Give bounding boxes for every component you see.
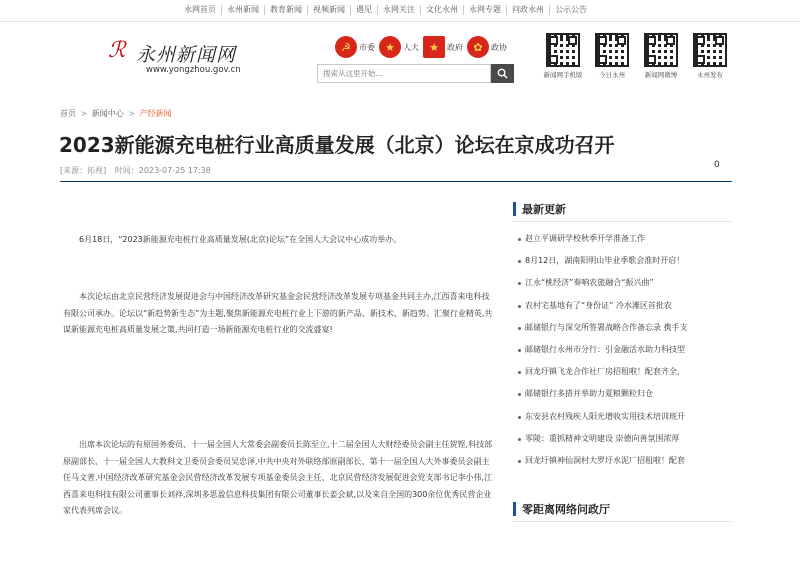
qr-finder-pattern [647,36,656,45]
latest-news-item[interactable]: 邮储银行与深交所签署战略合作备忘录 携手支 [513,317,731,339]
qr-weibo[interactable] [641,33,681,79]
qr-code-icon [546,33,580,67]
org-label: 政协 [491,42,507,52]
org-link-cppcc[interactable] [467,36,507,58]
latest-updates-list [513,228,731,472]
national-flag-icon: ★ [423,36,445,58]
article-source: [来源：拓视] [60,166,107,175]
title-divider [60,181,732,182]
qr-code-icon [644,33,678,67]
latest-updates-title: 最新更新 [522,202,566,216]
qr-finder-pattern [715,36,724,45]
article-title: 2023新能源充电桩行业高质量发展（北京）论坛在京成功召开 [59,133,615,157]
org-link-government[interactable] [423,36,463,58]
breadcrumb-current[interactable]: 产经新闻 [139,109,172,118]
qr-code-icon [595,33,629,67]
org-label: 人大 [403,42,419,52]
latest-news-item[interactable]: 8月12日，湖南阳明山毕业季歌会准时开启！ [513,250,731,272]
search-icon [497,68,508,79]
latest-news-item[interactable]: 江永“桃经济”奏响农旅融合“振兴曲” [513,272,731,294]
comment-count: 0 [714,160,720,170]
qr-finder-pattern [598,36,607,45]
article-paragraph: 6月18日，“2023新能源充电桩行业高质量发展(北京)论坛”在全国人大会议中心成功举办。 [79,235,402,244]
article-meta [60,165,217,176]
org-links [335,36,511,58]
article-time: 时间：2023-07-25 17:38 [114,166,211,175]
qr-code-group [543,33,739,79]
qr-finder-pattern [549,36,558,45]
latest-news-item[interactable]: 邮储银行永州市分行：引金融活水助力科技型 [513,339,731,361]
gov-hall-header [513,496,731,522]
latest-news-item[interactable]: 回龙圩镇神仙洞村大罗圩水泥厂招租啦！配套 [513,450,731,472]
org-label: 政府 [447,42,463,52]
cppcc-emblem-icon: ✿ [467,36,489,58]
latest-updates-panel [513,196,731,472]
breadcrumb-news-center[interactable]: 新闻中心 [91,109,124,118]
breadcrumb-separator: > [128,109,136,118]
latest-news-item[interactable]: 赵立平调研学校秋季开学准备工作 [513,228,731,250]
article-paragraph: 本次论坛由北京民营经济发展促进会与中国经济改革研究基金会民营经济改革发展专项基金共同主办,江西喜来电科技有限公司承办。论坛以“新趋势新生态”为主题,聚焦新能源充电桩行业上下游的新产品、新技术、新趋势。汇聚行业精英,共谋新能源充电桩高质量发展之策,共同打造一场新能源充电桩行业的交流盛宴! [63,292,493,334]
top-nav-item[interactable]: 永网专题 [464,5,507,15]
breadcrumb-separator: > [80,109,88,118]
latest-news-item[interactable]: 回龙圩镇飞龙合作社厂房招租啦！配套齐全， [513,361,731,383]
org-link-congress[interactable] [379,36,419,58]
qr-yongzhou-release[interactable] [690,33,730,79]
latest-news-item[interactable]: 零陵：重抓精神文明建设 崇德向善氛围浓厚 [513,428,731,450]
search-button[interactable] [491,64,514,83]
header-accent-bar [513,502,516,516]
qr-label: 新闻网手机版 [543,71,583,79]
search-input[interactable] [317,64,491,83]
qr-finder-pattern [568,36,577,45]
search-bar [317,64,514,83]
top-nav-item[interactable]: 问政永州 [507,5,550,15]
top-nav-item[interactable]: 教育新闻 [265,5,308,15]
qr-label: 新闻网微博 [644,71,678,79]
top-nav-item[interactable]: 公示公告 [555,5,587,14]
article-paragraph: 出席本次论坛的有原国务委员、十一届全国人大常委会副委员长陈至立,十二届全国人大财经委员会副主任贺铿,科技部原副部长、十一届全国人大教科文卫委员会委员吴忠泽,中共中央对外联络部原副部长、第十一届全国人大外事委员会副主任马文普,中国经济改革研究基金会民营经济改革发展专项基金委员会主任、北京民营经济发展促进会党支部书记李小伟,江西喜来电科技有限公司董事长刘祥,深圳多思盈信息科技集团有限公司董事长姜会斌,以及来自全国的300余位优秀民营企业家代表列席会议。 [63,440,493,515]
top-nav-item[interactable]: 永州新闻 [222,5,265,15]
qr-finder-pattern [598,55,607,64]
latest-updates-header [513,196,731,222]
top-nav-list [184,5,592,15]
latest-news-item[interactable]: 邮储银行多措并举助力夏粮颗粒归仓 [513,383,731,405]
qr-code-icon [693,33,727,67]
header-accent-bar [513,202,516,216]
national-emblem-icon: ★ [379,36,401,58]
top-navigation [0,0,800,22]
latest-news-item[interactable]: 农村宅基地有了“身份证” 冷水滩区首批农 [513,295,731,317]
qr-finder-pattern [696,55,705,64]
top-nav-item[interactable]: 永网首页 [184,5,222,15]
qr-finder-pattern [617,36,626,45]
qr-finder-pattern [696,36,705,45]
qr-finder-pattern [549,55,558,64]
qr-label: 永州发布 [697,71,723,79]
top-nav-item[interactable]: 视频新闻 [308,5,351,15]
gov-hall-title: 零距离网络问政厅 [522,502,610,516]
breadcrumb-home[interactable]: 首页 [60,109,76,118]
gov-hall-panel [513,496,731,522]
breadcrumb [60,108,172,119]
qr-mobile[interactable] [543,33,583,79]
logo-title: 永州新闻网 [136,44,237,66]
site-logo[interactable] [108,38,278,82]
party-emblem-icon: ☭ [335,36,357,58]
logo-url: www.yongzhou.gov.cn [146,65,241,75]
logo-mark-icon: ℛ [108,38,126,63]
qr-finder-pattern [666,36,675,45]
org-link-party-committee[interactable] [335,36,375,58]
qr-label: 今日永州 [599,71,625,79]
qr-finder-pattern [647,55,656,64]
qr-today-yongzhou[interactable] [592,33,632,79]
org-label: 市委 [359,42,375,52]
top-nav-item[interactable]: 遇见 [351,5,378,15]
latest-news-item[interactable]: 东安县农村残疾人阳光增收实用技术培训班开 [513,406,731,428]
top-nav-item[interactable]: 永网关注 [378,5,421,15]
top-nav-item[interactable]: 文化永州 [421,5,464,15]
